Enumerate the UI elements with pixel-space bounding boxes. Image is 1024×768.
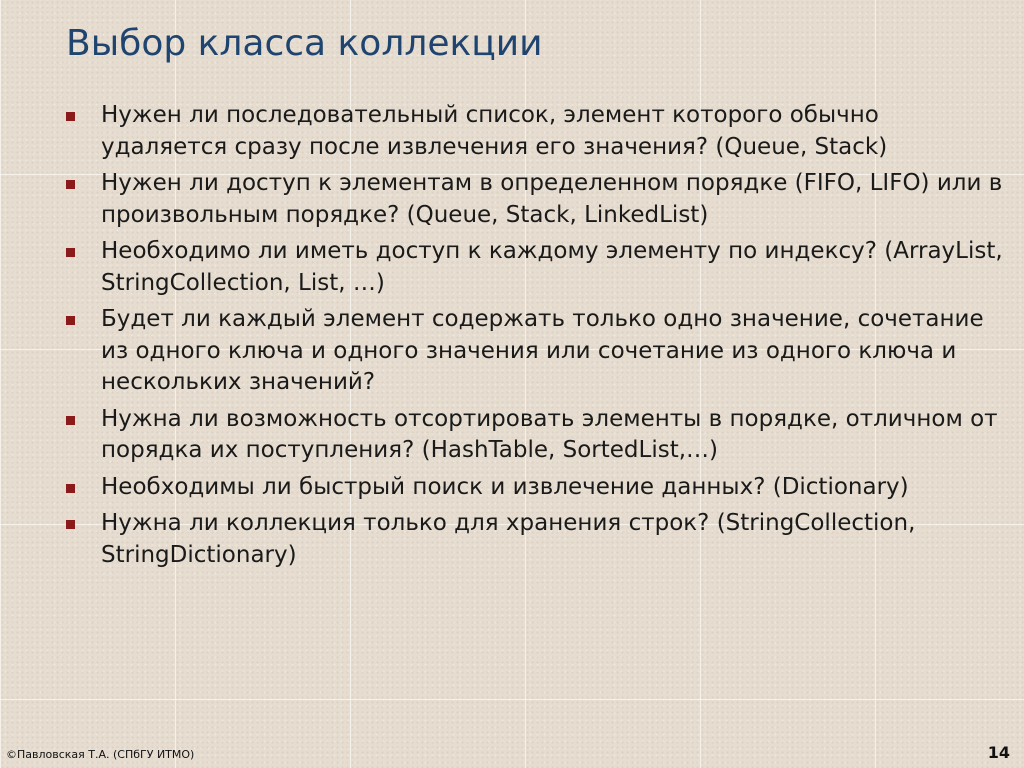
bullet-text: Нужен ли последовательный список, элемент которого обычно удаляется сразу после извлечения его значения? (Queue, Stack) [101,102,888,160]
square-bullet-icon [66,416,75,425]
square-bullet-icon [66,316,75,325]
page-number: 14 [987,743,1010,762]
bullet-text: Необходимо ли иметь доступ к каждому элементу по индексу? (ArrayList, StringCollection, List, …) [101,238,1003,296]
bullet-text: Необходимы ли быстрый поиск и извлечение данных? (Dictionary) [101,473,909,500]
bullet-item [64,404,1004,467]
slide-footer-credit: ©Павловская Т.А. (СПбГУ ИТМО) [6,748,195,761]
bullet-item [64,304,1004,399]
bullet-text: Будет ли каждый элемент содержать только одно значение, сочетание из одного ключа и одного значения или сочетание из одного ключа и нескольких значений? [101,306,984,395]
bullet-text: Нужна ли возможность отсортировать элементы в порядке, отличном от порядка их поступления? (HashTable, SortedList,…) [101,405,998,463]
square-bullet-icon [66,180,75,189]
bullet-item [64,236,1004,299]
bullet-item [64,168,1004,231]
bullet-text: Нужна ли коллекция только для хранения строк? (StringCollection, StringDictionary) [101,510,916,568]
bullet-item [64,508,1004,571]
square-bullet-icon [66,248,75,257]
square-bullet-icon [66,484,75,493]
square-bullet-icon [66,112,75,121]
square-bullet-icon [66,520,75,529]
bullet-list [64,100,1004,576]
slide-title: Выбор класса коллекции [66,23,543,64]
bullet-item [64,100,1004,163]
bullet-item [64,472,1004,504]
bullet-text: Нужен ли доступ к элементам в определенном порядке (FIFO, LIFO) или в произвольным порядке? (Queue, Stack, LinkedList) [101,170,1003,228]
